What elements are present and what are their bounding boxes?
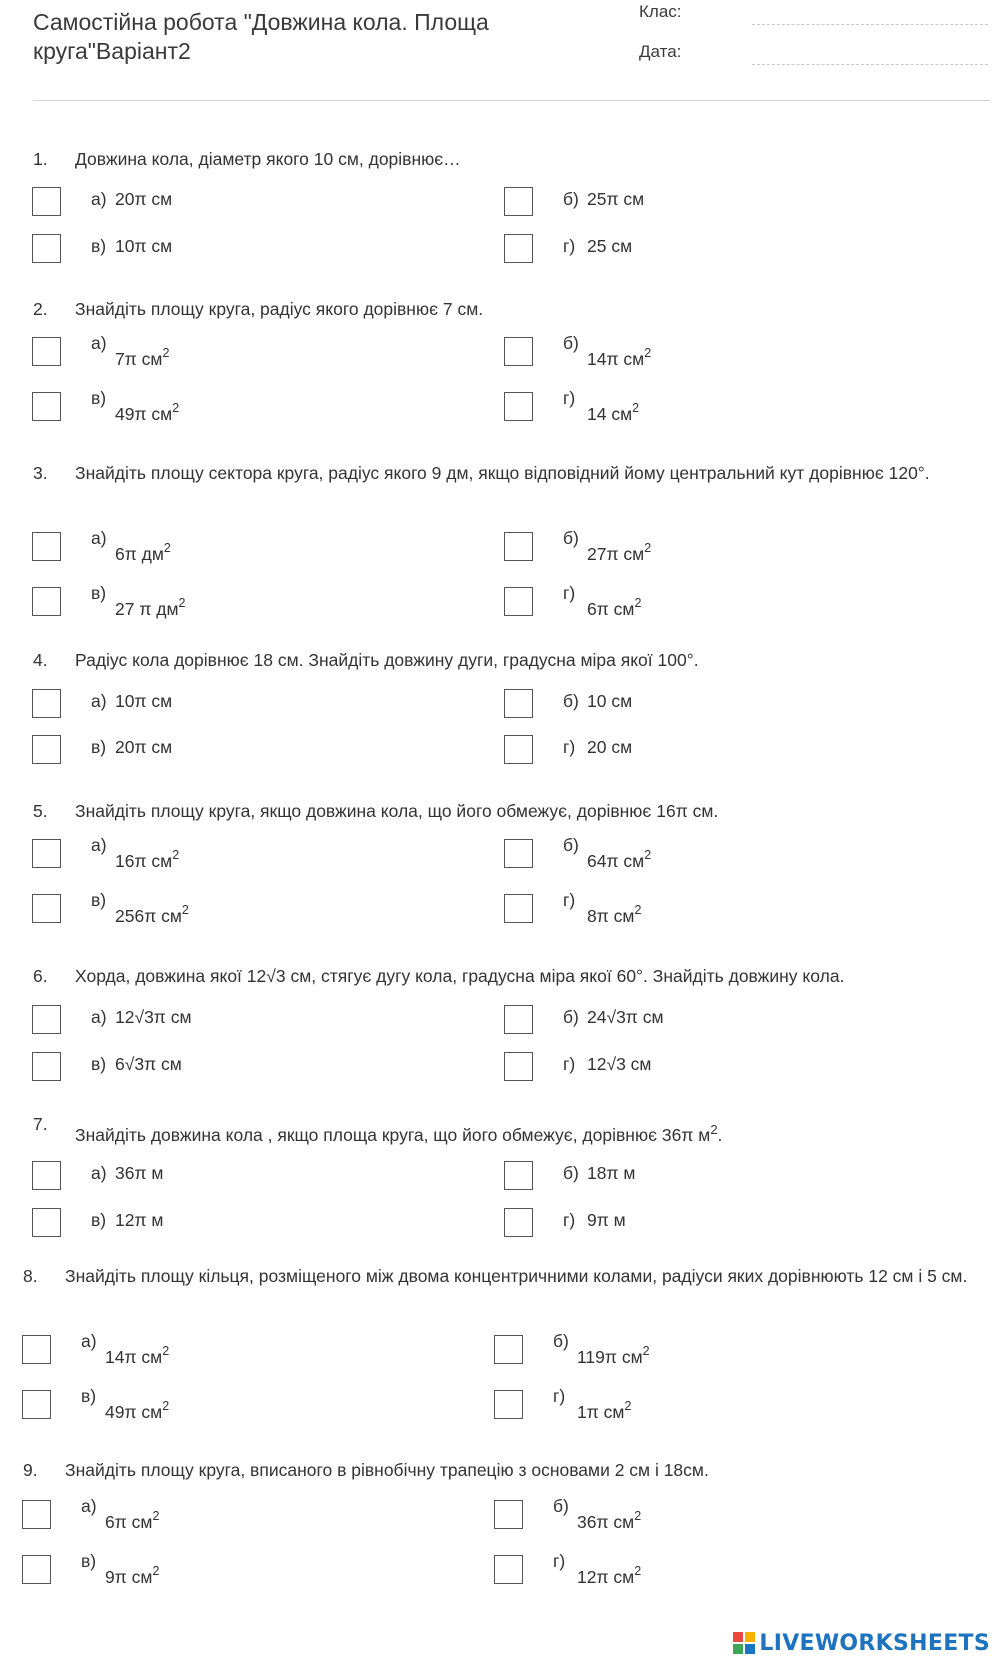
question-text-end: . (717, 1124, 723, 1145)
superscript: 2 (152, 1564, 160, 1578)
option-value-text: 6π см (587, 598, 635, 619)
answer-checkbox[interactable] (504, 839, 533, 868)
superscript: 2 (634, 1509, 642, 1523)
option-value: 20 см (587, 737, 633, 757)
superscript: 2 (162, 1344, 170, 1358)
answer-checkbox[interactable] (494, 1555, 523, 1584)
option-value-text: 49π см (105, 1401, 163, 1422)
option-value (587, 542, 651, 565)
option-label: г) (553, 1551, 566, 1571)
question-7 (33, 1116, 993, 1150)
answer-checkbox[interactable] (504, 1052, 533, 1081)
superscript: 2 (178, 596, 186, 610)
option-label: б) (553, 1496, 569, 1516)
question-text: Знайдіть площу круга, якщо довжина кола, що його обмежує, дорівнює 16π см. (75, 801, 719, 821)
worksheet-title: Самостійна робота "Довжина кола. Площа круга"Варіант2 (33, 9, 489, 64)
answer-checkbox[interactable] (504, 1208, 533, 1237)
answer-checkbox[interactable] (32, 689, 61, 718)
option-label: а) (91, 1163, 107, 1183)
option-value-text: 1π см (577, 1401, 625, 1422)
option-label: б) (563, 835, 579, 855)
option-value: 10π см (115, 691, 173, 711)
question-text: Знайдіть площу круга, радіус якого дорівнює 7 см. (75, 299, 484, 319)
option-label: а) (91, 835, 107, 855)
answer-checkbox[interactable] (504, 1161, 533, 1190)
option-value (587, 597, 641, 620)
option-label: в) (81, 1386, 97, 1406)
option-label: б) (563, 691, 579, 711)
class-label: Клас: (639, 2, 682, 21)
question-text: Знайдіть площу круга, вписаного в рівнобічну трапецію з основами 2 см і 18см. (65, 1460, 709, 1480)
question-text: Знайдіть площу кільця, розміщеного між двома концентричними колами, радіуси яких дорівнюють 12 см і 5 см. (65, 1266, 968, 1286)
answer-checkbox[interactable] (504, 187, 533, 216)
option-label: г) (563, 890, 576, 910)
option-value-text: 12π см (577, 1566, 635, 1587)
answer-checkbox[interactable] (504, 735, 533, 764)
option-value (577, 1565, 641, 1588)
option-value (577, 1400, 631, 1423)
superscript: 2 (644, 346, 652, 360)
header-divider (33, 100, 990, 101)
liveworksheets-logo-icon (733, 1632, 755, 1654)
superscript: 2 (644, 848, 652, 862)
superscript: 2 (181, 903, 189, 917)
option-value-text: 14π см (587, 348, 645, 369)
superscript: 2 (634, 903, 642, 917)
option-label: г) (563, 737, 576, 757)
option-label: б) (563, 333, 579, 353)
option-value (587, 347, 651, 370)
answer-checkbox[interactable] (22, 1390, 51, 1419)
option-value-text: 6π дм (115, 543, 164, 564)
option-value-text: 9π см (105, 1566, 153, 1587)
option-value (115, 542, 171, 565)
option-value-text: 8π см (587, 905, 635, 926)
option-label: а) (91, 691, 107, 711)
superscript: 2 (162, 346, 170, 360)
option-label: а) (81, 1331, 97, 1351)
option-value: 10π см (115, 236, 173, 256)
option-value: 10 см (587, 691, 633, 711)
option-value-text: 36π см (577, 1511, 635, 1532)
question-8 (23, 1262, 993, 1320)
option-value: 36π м (115, 1163, 164, 1183)
question-5 (33, 797, 973, 827)
question-text: Довжина кола, діаметр якого 10 см, дорівнює… (75, 149, 461, 169)
option-value (115, 347, 169, 370)
option-label: г) (563, 1054, 576, 1074)
superscript: 2 (163, 541, 171, 555)
answer-checkbox[interactable] (32, 187, 61, 216)
option-value-text: 119π см (577, 1346, 643, 1367)
option-value (115, 402, 179, 425)
option-value-text: 7π см (115, 348, 163, 369)
answer-checkbox[interactable] (32, 735, 61, 764)
option-value (115, 904, 189, 927)
answer-checkbox[interactable] (494, 1335, 523, 1364)
answer-checkbox[interactable] (22, 1555, 51, 1584)
option-label: б) (563, 1007, 579, 1027)
answer-checkbox[interactable] (32, 894, 61, 923)
option-label: г) (553, 1386, 566, 1406)
option-value: 18π м (587, 1163, 636, 1183)
answer-checkbox[interactable] (494, 1390, 523, 1419)
option-value-text: 16π см (115, 850, 173, 871)
question-number: 1. (33, 149, 48, 169)
question-number: 8. (23, 1266, 38, 1286)
superscript: 2 (152, 1509, 160, 1523)
option-label: в) (91, 236, 107, 256)
option-value-text: 27 π дм (115, 598, 179, 619)
option-value: 25 см (587, 236, 633, 256)
option-value-text: 64π см (587, 850, 645, 871)
answer-checkbox[interactable] (32, 234, 61, 263)
answer-checkbox[interactable] (494, 1500, 523, 1529)
superscript: 2 (162, 1399, 170, 1413)
option-label: а) (91, 189, 107, 209)
question-number: 6. (33, 966, 48, 986)
question-text: Радіус кола дорівнює 18 см. Знайдіть довжину дуги, градусна міра якої 100°. (75, 650, 699, 670)
question-text-main: Знайдіть довжина кола , якщо площа круга, що його обмежує, дорівнює 36π м (75, 1124, 711, 1145)
answer-checkbox[interactable] (32, 1005, 61, 1034)
liveworksheets-logo[interactable] (733, 1628, 990, 1658)
option-value-text: 256π см (115, 905, 182, 926)
answer-checkbox[interactable] (32, 1052, 61, 1081)
option-label: в) (81, 1551, 97, 1571)
answer-checkbox[interactable] (32, 1161, 61, 1190)
option-value (577, 1345, 650, 1368)
question-text: Знайдіть площу сектора круга, радіус якого 9 дм, якщо відповідний йому центральний кут дорівнює 120°. (75, 463, 930, 483)
option-value (105, 1510, 159, 1533)
question-number: 5. (33, 801, 48, 821)
answer-checkbox[interactable] (504, 587, 533, 616)
answer-checkbox[interactable] (32, 392, 61, 421)
answer-checkbox[interactable] (504, 337, 533, 366)
answer-checkbox[interactable] (504, 532, 533, 561)
option-value (587, 402, 639, 425)
option-value-text: 27π см (587, 543, 645, 564)
superscript: 2 (624, 1399, 632, 1413)
question-number: 9. (23, 1460, 38, 1480)
date-label: Дата: (639, 42, 682, 61)
class-field-line (752, 24, 988, 25)
question-9 (23, 1456, 993, 1486)
option-label: в) (91, 1210, 107, 1230)
question-text (75, 1116, 722, 1149)
date-field-line (752, 64, 988, 65)
option-label: в) (91, 388, 107, 408)
option-label: в) (91, 583, 107, 603)
option-value (115, 597, 185, 620)
answer-checkbox[interactable] (504, 689, 533, 718)
answer-checkbox[interactable] (22, 1335, 51, 1364)
answer-checkbox[interactable] (504, 1005, 533, 1034)
option-label: а) (91, 528, 107, 548)
question-number: 7. (33, 1114, 48, 1134)
option-value: 12π м (115, 1210, 164, 1230)
option-value (587, 849, 651, 872)
option-value: 12√3 см (587, 1054, 652, 1074)
option-label: г) (563, 388, 576, 408)
option-value: 20π см (115, 189, 173, 209)
answer-checkbox[interactable] (32, 532, 61, 561)
superscript: 2 (634, 1564, 642, 1578)
option-value: 9π м (587, 1210, 626, 1230)
answer-checkbox[interactable] (504, 234, 533, 263)
answer-checkbox[interactable] (32, 587, 61, 616)
superscript: 2 (710, 1122, 718, 1137)
answer-checkbox[interactable] (504, 392, 533, 421)
option-label: г) (563, 1210, 576, 1230)
answer-checkbox[interactable] (32, 839, 61, 868)
question-number: 2. (33, 299, 48, 319)
option-label: б) (563, 528, 579, 548)
answer-checkbox[interactable] (32, 337, 61, 366)
option-value: 12√3π см (115, 1007, 192, 1027)
option-value (105, 1565, 159, 1588)
option-label: а) (91, 1007, 107, 1027)
superscript: 2 (172, 848, 180, 862)
logo-text: LIVEWORKSHEETS (759, 1630, 990, 1656)
option-label: б) (553, 1331, 569, 1351)
option-value: 6√3π см (115, 1054, 182, 1074)
option-value-text: 14 см (587, 403, 633, 424)
option-label: г) (563, 236, 576, 256)
option-label: г) (563, 583, 576, 603)
option-value: 20π см (115, 737, 173, 757)
superscript: 2 (644, 541, 652, 555)
question-6 (33, 962, 993, 992)
question-number: 4. (33, 650, 48, 670)
option-value (105, 1400, 169, 1423)
option-label: в) (91, 737, 107, 757)
option-label: а) (91, 333, 107, 353)
answer-checkbox[interactable] (32, 1208, 61, 1237)
option-value: 25π см (587, 189, 645, 209)
option-value (587, 904, 641, 927)
superscript: 2 (642, 1344, 650, 1358)
option-label: б) (563, 1163, 579, 1183)
option-label: б) (563, 189, 579, 209)
answer-checkbox[interactable] (504, 894, 533, 923)
option-value-text: 6π см (105, 1511, 153, 1532)
question-3 (33, 459, 993, 517)
question-text: Хорда, довжина якої 12√3 см, стягує дугу кола, градусна міра якої 60°. Знайдіть довжину кола. (75, 966, 845, 986)
superscript: 2 (172, 401, 180, 415)
question-1 (33, 145, 973, 175)
answer-checkbox[interactable] (22, 1500, 51, 1529)
question-number: 3. (33, 463, 48, 483)
question-4 (33, 646, 973, 676)
option-label: в) (91, 890, 107, 910)
option-label: а) (81, 1496, 97, 1516)
option-label: в) (91, 1054, 107, 1074)
option-value (105, 1345, 169, 1368)
superscript: 2 (632, 401, 640, 415)
superscript: 2 (634, 596, 642, 610)
option-value (115, 849, 179, 872)
option-value: 24√3π см (587, 1007, 664, 1027)
option-value (577, 1510, 641, 1533)
option-value-text: 14π см (105, 1346, 163, 1367)
question-2 (33, 295, 973, 325)
option-value-text: 49π см (115, 403, 173, 424)
